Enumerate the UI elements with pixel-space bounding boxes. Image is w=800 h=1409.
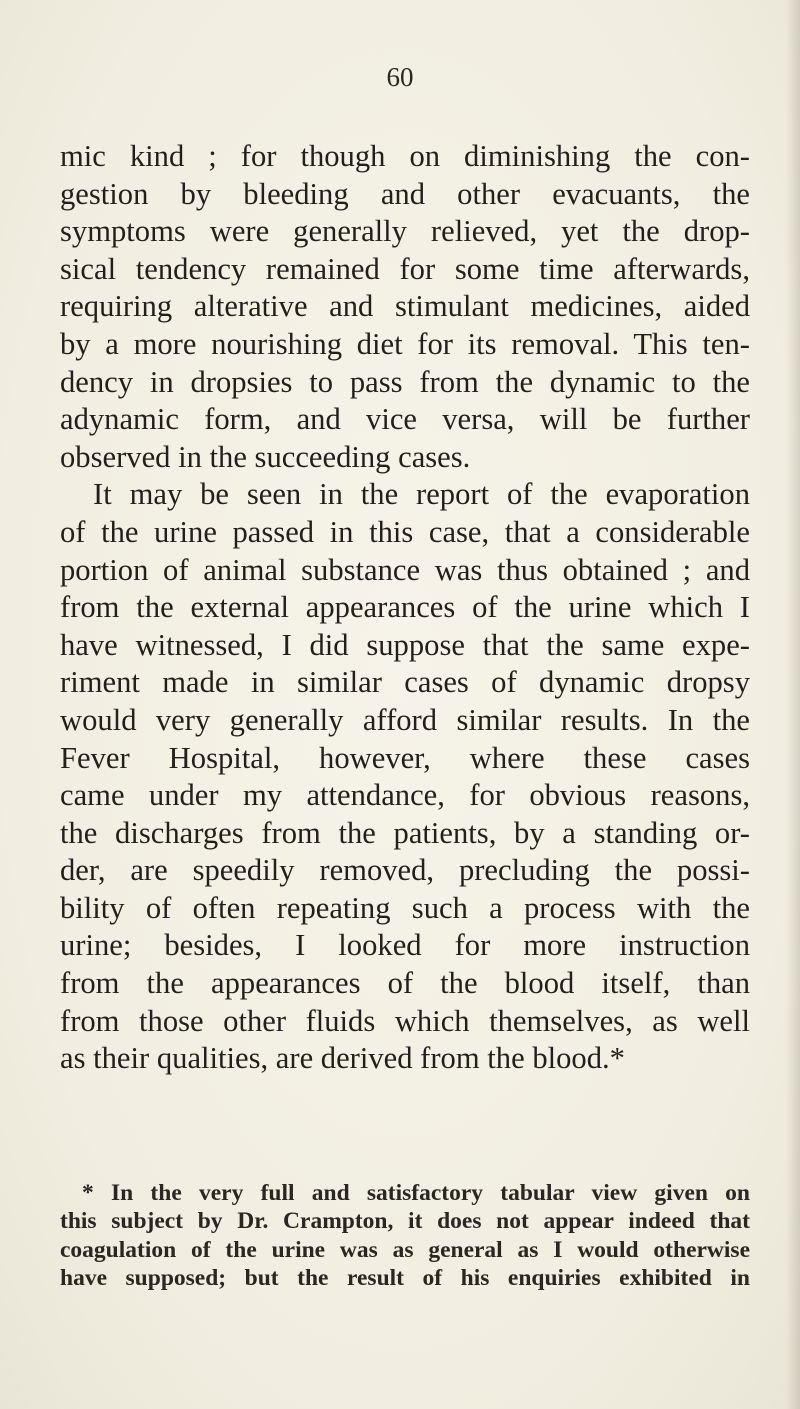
body-line: symptoms were generally relieved, yet the drop- <box>60 214 750 249</box>
body-line: Fever Hospital, however, where these cases <box>60 740 750 775</box>
footnote-line: this subject by Dr. Crampton, it does not appear indeed that <box>60 1208 750 1235</box>
body-line: requiring alterative and stimulant medicines, aided <box>60 289 750 324</box>
page-number: 60 <box>386 62 414 92</box>
body-line: urine; besides, I looked for more instruction <box>60 928 750 963</box>
body-line: bility of often repeating such a process with the <box>60 890 750 925</box>
footnote <box>60 1179 750 1292</box>
body-line: as their qualities, are derived from the blood.* <box>60 1041 625 1076</box>
body-line: sical tendency remained for some time afterwards, <box>60 251 750 286</box>
body-line: by a more nourishing diet for its removal. This ten- <box>60 326 750 361</box>
body-line: would very generally afford similar results. In the <box>60 702 750 737</box>
page-edge-shadow <box>786 0 800 1409</box>
body-line: from the appearances of the blood itself, than <box>60 966 750 1001</box>
body-line: have witnessed, I did suppose that the same expe- <box>60 627 750 662</box>
body-line: adynamic form, and vice versa, will be further <box>60 402 750 437</box>
body-line: It may be seen in the report of the evaporation <box>93 477 750 512</box>
body-line: der, are speedily removed, precluding the possi- <box>60 853 750 888</box>
body-line: observed in the succeeding cases. <box>60 439 471 474</box>
footnote-line: coagulation of the urine was as general as I would otherwise <box>60 1236 750 1263</box>
body-line: from those other fluids which themselves, as well <box>60 1003 750 1038</box>
footnote-line: have supposed; but the result of his enquiries exhibited in <box>60 1264 750 1291</box>
body-line: portion of animal substance was thus obtained ; and <box>60 552 750 587</box>
body-line: mic kind ; for though on diminishing the con- <box>60 139 750 173</box>
body-line: dency in dropsies to pass from the dynamic to the <box>60 364 750 399</box>
body-text <box>60 138 750 1078</box>
body-line: from the external appearances of the urine which I <box>60 590 750 625</box>
body-line: came under my attendance, for obvious reasons, <box>60 778 750 813</box>
body-line: riment made in similar cases of dynamic dropsy <box>60 665 750 700</box>
body-line: of the urine passed in this case, that a considerable <box>60 514 750 549</box>
body-line: the discharges from the patients, by a standing or- <box>60 815 750 850</box>
body-line: gestion by bleeding and other evacuants, the <box>60 176 750 211</box>
footnote-line: * In the very full and satisfactory tabular view given on <box>82 1180 750 1206</box>
